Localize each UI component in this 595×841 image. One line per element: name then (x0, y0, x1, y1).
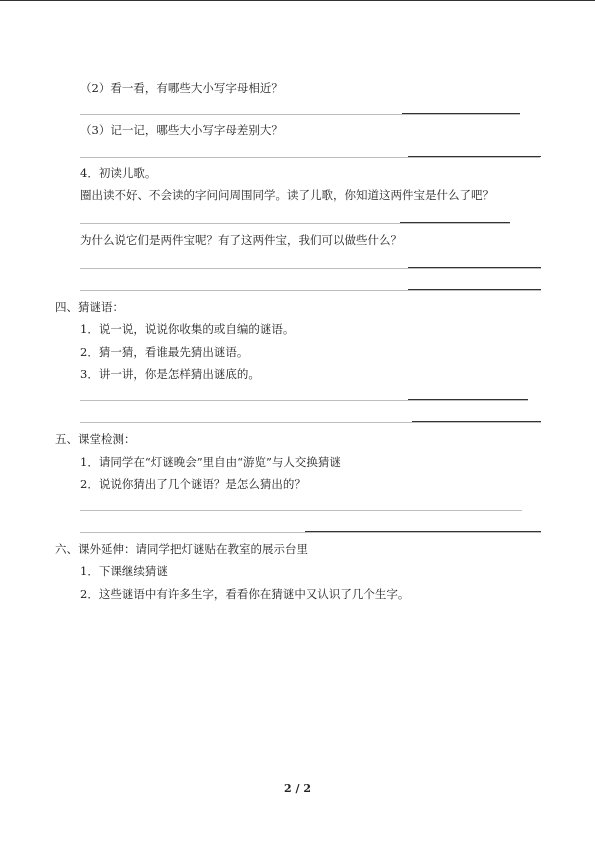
section-6-item-1: 1．下课继续猜谜 (80, 564, 168, 578)
page-top-rule (0, 0, 595, 1)
answer-line[interactable] (80, 290, 541, 291)
section-4-item-2: 2．猜一猜，看谁最先猜出谜语。 (80, 345, 249, 359)
answer-line[interactable] (80, 268, 541, 269)
question-2-text: （2）看一看，有哪些大小写字母相近？ (80, 81, 283, 95)
section-4-heading: 四、猜谜语： (55, 300, 124, 314)
answer-line[interactable] (80, 157, 540, 158)
section-4-item-3: 3．讲一讲，你是怎样猜出谜底的。 (80, 367, 260, 381)
answer-line[interactable] (80, 114, 520, 115)
section-5-heading: 五、课堂检测： (55, 432, 136, 446)
answer-line-dark (412, 421, 541, 422)
section-6-heading: 六、课外延伸：请同学把灯谜贴在教室的展示台里 (55, 542, 308, 556)
answer-line[interactable] (80, 532, 541, 533)
section-5-item-2: 2．说说你猜出了几个谜语？是怎么猜出的？ (80, 477, 306, 491)
answer-line-dark (408, 267, 541, 268)
answer-line-dark (402, 113, 520, 114)
item-4-heading: 4．初读儿歌。 (80, 166, 157, 180)
section-6-item-2: 2．这些谜语中有许多生字，看看你在猜谜中又认识了几个生字。 (80, 587, 410, 601)
answer-line-dark (400, 222, 510, 223)
question-3-text: （3）记一记，哪些大小写字母差别大？ (80, 123, 283, 137)
answer-line[interactable] (80, 510, 522, 511)
answer-line-dark (408, 289, 541, 290)
page-number: 2 / 2 (284, 782, 311, 795)
answer-line-dark (408, 399, 528, 400)
section-4-item-1: 1．说一说，说说你收集的或自编的谜语。 (80, 322, 295, 336)
item-4-instruction: 圈出读不好、不会读的字问问周围同学。读了儿歌，你知道这两件宝是什么了吧？ (80, 188, 494, 202)
answer-line-dark (408, 156, 541, 157)
answer-line[interactable] (80, 223, 510, 224)
section-5-item-1: 1．请同学在“灯谜晚会”里自由“游览”与人交换猜谜 (80, 455, 341, 469)
answer-line[interactable] (80, 422, 541, 423)
answer-line-dark (305, 531, 541, 532)
answer-line[interactable] (80, 400, 528, 401)
item-4-question: 为什么说它们是两件宝呢？有了这两件宝，我们可以做些什么？ (80, 233, 402, 247)
